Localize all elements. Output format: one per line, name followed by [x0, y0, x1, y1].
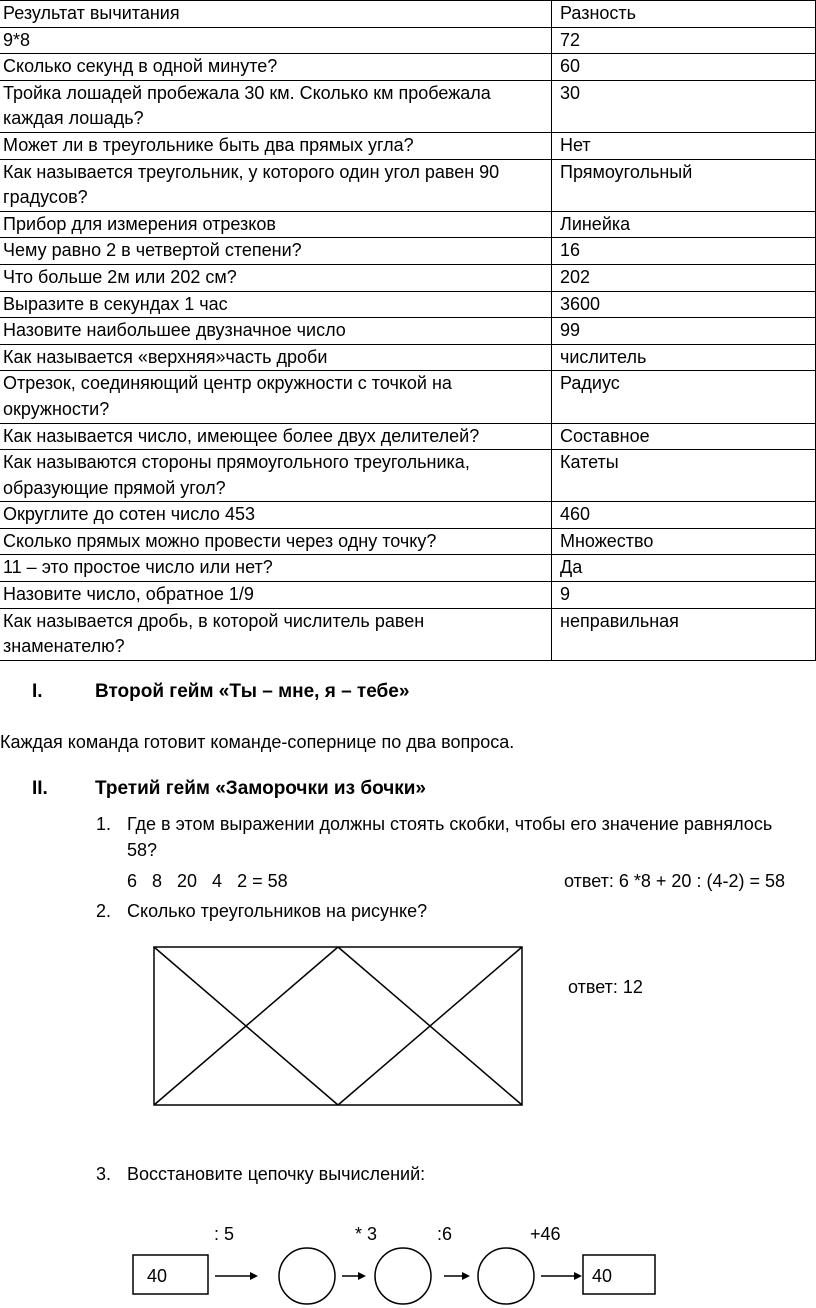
chain-start-value: 40	[147, 1266, 168, 1286]
question-cell: Как называется число, имеющее более двух делителей?	[0, 423, 552, 450]
answer-cell: 460	[552, 502, 816, 529]
question-line: Как называется треугольник, у которого один угол равен 90	[3, 161, 500, 182]
question-line: Отрезок, соединяющий центр окружности с точкой на	[3, 373, 452, 394]
question-line: образующие прямой угол?	[3, 477, 226, 498]
chain-op-4: +46	[530, 1224, 561, 1244]
question-1-text-cont: 58?	[127, 840, 158, 860]
section-1-numeral: I.	[32, 681, 43, 702]
chain-op-1: : 5	[214, 1224, 235, 1244]
answer-cell: Да	[552, 555, 816, 582]
question-cell: 9*8	[0, 27, 552, 54]
section-1-text: Каждая команда готовит команде-сопернице по два вопроса.	[0, 732, 515, 752]
section-2-numeral: II.	[32, 778, 48, 799]
answer-cell: 9	[552, 582, 816, 609]
answer-cell: 3600	[552, 291, 816, 318]
question-2-answer: ответ: 12	[568, 977, 643, 997]
chain-end-value: 40	[592, 1266, 613, 1286]
question-2-text: Сколько треугольников на рисунке?	[127, 901, 428, 921]
question-cell: Округлите до сотен число 453	[0, 502, 552, 529]
question-cell: Чему равно 2 в четвертой степени?	[0, 238, 552, 265]
question-cell: 11 – это простое число или нет?	[0, 555, 552, 582]
question-cell: Прибор для измерения отрезков	[0, 211, 552, 238]
answer-cell: Радиус	[552, 371, 816, 423]
answer-cell: 202	[552, 264, 816, 291]
answer-cell: неправильная	[552, 608, 816, 660]
calculation-chain	[133, 1248, 655, 1304]
answer-cell: Разность	[552, 1, 816, 28]
question-cell: Сколько прямых можно провести через одну точку?	[0, 528, 552, 555]
answer-cell: 30	[552, 80, 816, 132]
answer-cell: Прямоугольный	[552, 159, 816, 211]
question-cell: Выразите в секундах 1 час	[0, 291, 552, 318]
question-line: Как называется дробь, в которой числитель равен	[3, 610, 425, 631]
answer-cell: Катеты	[552, 450, 816, 502]
answer-cell: Линейка	[552, 211, 816, 238]
answer-cell: Составное	[552, 423, 816, 450]
question-line: окружности?	[3, 398, 110, 419]
chain-circle-2	[375, 1248, 431, 1304]
question-cell: Как называется «верхняя»часть дроби	[0, 344, 552, 371]
answer-cell: 16	[552, 238, 816, 265]
question-line: знаменателю?	[3, 636, 125, 657]
question-1-expression: 6 8 20 4 2 = 58	[127, 871, 288, 891]
question-2-number: 2.	[96, 901, 112, 921]
question-cell: Результат вычитания	[0, 1, 552, 28]
section-2-title: Третий гейм «Заморочки из бочки»	[95, 778, 426, 799]
section-1-title: Второй гейм «Ты – мне, я – тебе»	[95, 681, 410, 702]
question-1-text: Где в этом выражении должны стоять скобки, чтобы его значение равнялось	[127, 814, 773, 834]
question-1-answer: ответ: 6 *8 + 20 : (4-2) = 58	[564, 871, 785, 891]
answer-cell: Нет	[552, 132, 816, 159]
chain-circle-3	[478, 1248, 534, 1304]
question-cell: Сколько секунд в одной минуте?	[0, 54, 552, 81]
question-line: градусов?	[3, 187, 88, 208]
triangles-figure	[154, 947, 522, 1105]
answer-cell: 60	[552, 54, 816, 81]
question-1-number: 1.	[96, 814, 112, 834]
question-cell: Назовите число, обратное 1/9	[0, 582, 552, 609]
question-line: Как называются стороны прямоугольного треугольника,	[3, 452, 470, 473]
chain-start-box	[133, 1255, 208, 1294]
chain-op-2: * 3	[355, 1224, 378, 1244]
answer-cell: 99	[552, 318, 816, 345]
chain-op-3: :6	[437, 1224, 453, 1244]
chain-circle-1	[279, 1248, 335, 1304]
answer-cell: 72	[552, 27, 816, 54]
answer-cell: числитель	[552, 344, 816, 371]
question-3-text: Восстановите цепочку вычислений:	[127, 1164, 426, 1184]
question-cell: Может ли в треугольнике быть два прямых угла?	[0, 132, 552, 159]
answer-cell: Множество	[552, 528, 816, 555]
question-line: каждая лошадь?	[3, 108, 144, 129]
question-3-number: 3.	[96, 1164, 112, 1184]
question-line: Тройка лошадей пробежала 30 км. Сколько км пробежала	[3, 82, 491, 103]
question-cell: Что больше 2м или 202 см?	[0, 264, 552, 291]
question-cell: Назовите наибольшее двузначное число	[0, 318, 552, 345]
